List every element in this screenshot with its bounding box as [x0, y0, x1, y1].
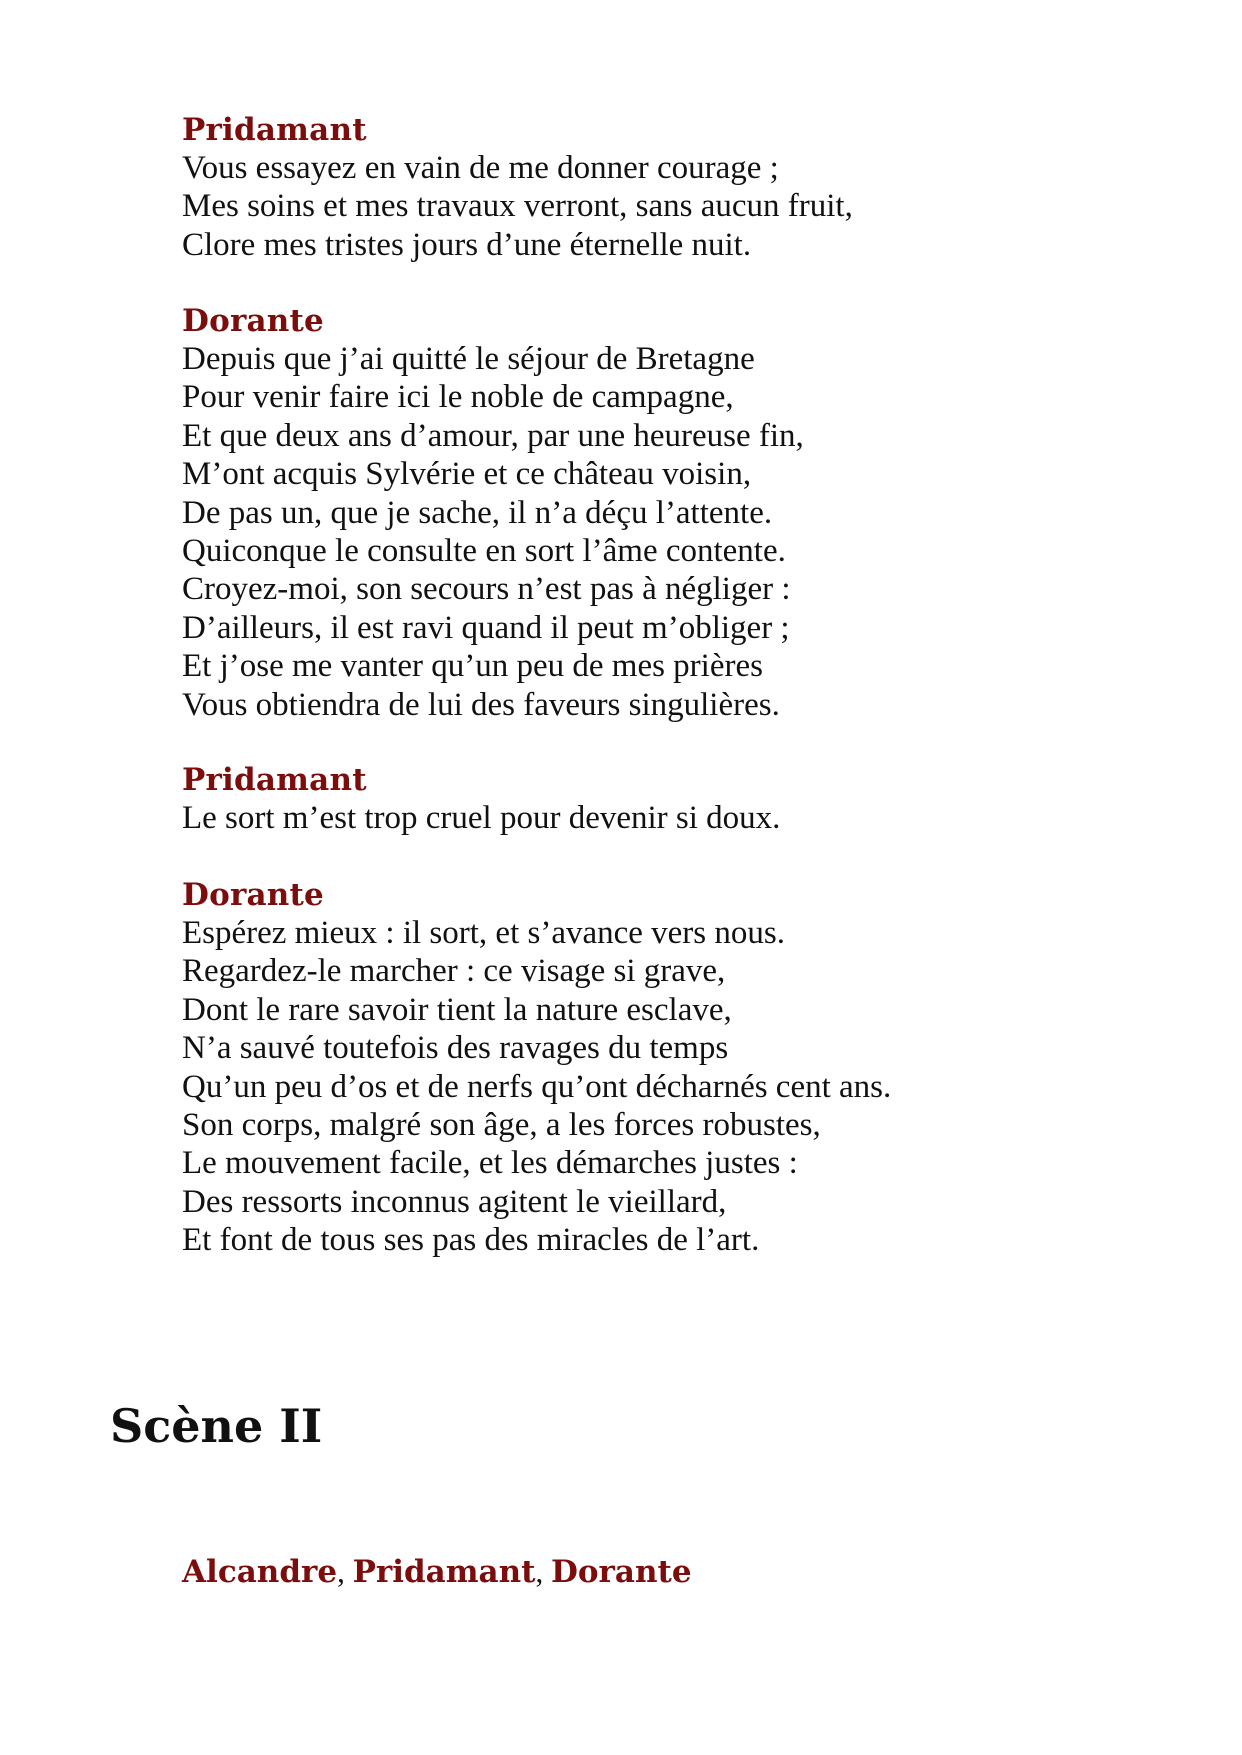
- speaker-name: Pridamant: [182, 112, 367, 148]
- speaker-name: Dorante: [182, 303, 324, 339]
- scene-characters: [182, 1552, 692, 1592]
- verse-block: [182, 914, 1142, 1260]
- verse-line: Et que deux ans d’amour, par une heureuse fin,: [182, 417, 804, 454]
- verse-line: Espérez mieux : il sort, et s’avance vers nous.: [182, 915, 785, 951]
- speech-pridamant-1: [182, 111, 1142, 264]
- verse-line: Vous essayez en vain de me donner courage ;: [182, 150, 779, 186]
- character-separator: ,: [337, 1554, 353, 1589]
- verse-line: Mes soins et mes travaux verront, sans aucun fruit,: [182, 188, 853, 225]
- verse-line: Des ressorts inconnus agitent le vieillard,: [182, 1183, 727, 1220]
- speech-dorante-1: [182, 302, 1142, 724]
- verse-line: Qu’un peu d’os et de nerfs qu’ont décharnés cent ans.: [182, 1068, 892, 1105]
- verse-line: Et font de tous ses pas des miracles de l’art.: [182, 1222, 760, 1259]
- verse-line: Croyez-moi, son secours n’est pas à négliger :: [182, 571, 791, 608]
- verse-block: [182, 799, 1142, 837]
- character-name-dorante: Dorante: [551, 1554, 692, 1590]
- verse-line: Pour venir faire ici le noble de campagne,: [182, 379, 734, 416]
- scene-title: Scène II: [110, 1399, 323, 1453]
- verse-line: De pas un, que je sache, il n’a déçu l’attente.: [182, 494, 773, 531]
- verse-line: M’ont acquis Sylvérie et ce château voisin,: [182, 456, 752, 493]
- verse-line: Clore mes tristes jours d’une éternelle nuit.: [182, 226, 752, 263]
- speech-pridamant-2: [182, 761, 1142, 837]
- speech-dorante-2: [182, 876, 1142, 1260]
- verse-block: [182, 340, 1142, 724]
- verse-line: Dont le rare savoir tient la nature esclave,: [182, 991, 732, 1028]
- verse-line: N’a sauvé toutefois des ravages du temps: [182, 1030, 729, 1067]
- verse-line: Vous obtiendra de lui des faveurs singulières.: [182, 686, 780, 723]
- speaker-name: Pridamant: [182, 762, 367, 798]
- verse-line: Regardez-le marcher : ce visage si grave,: [182, 953, 726, 990]
- verse-line: Quiconque le consulte en sort l’âme contente.: [182, 533, 786, 570]
- verse-line: Depuis que j’ai quitté le séjour de Bretagne: [182, 341, 755, 377]
- verse-block: [182, 149, 1142, 264]
- verse-line: Et j’ose me vanter qu’un peu de mes prières: [182, 648, 763, 685]
- verse-line: Le mouvement facile, et les démarches justes :: [182, 1145, 798, 1182]
- speaker-name: Dorante: [182, 877, 324, 913]
- character-separator: ,: [535, 1554, 551, 1589]
- character-name-alcandre: Alcandre: [182, 1554, 338, 1590]
- verse-line: Le sort m’est trop cruel pour devenir si doux.: [182, 800, 781, 836]
- verse-line: D’ailleurs, il est ravi quand il peut m’obliger ;: [182, 609, 790, 646]
- character-name-pridamant: Pridamant: [352, 1554, 536, 1590]
- verse-line: Son corps, malgré son âge, a les forces robustes,: [182, 1107, 821, 1144]
